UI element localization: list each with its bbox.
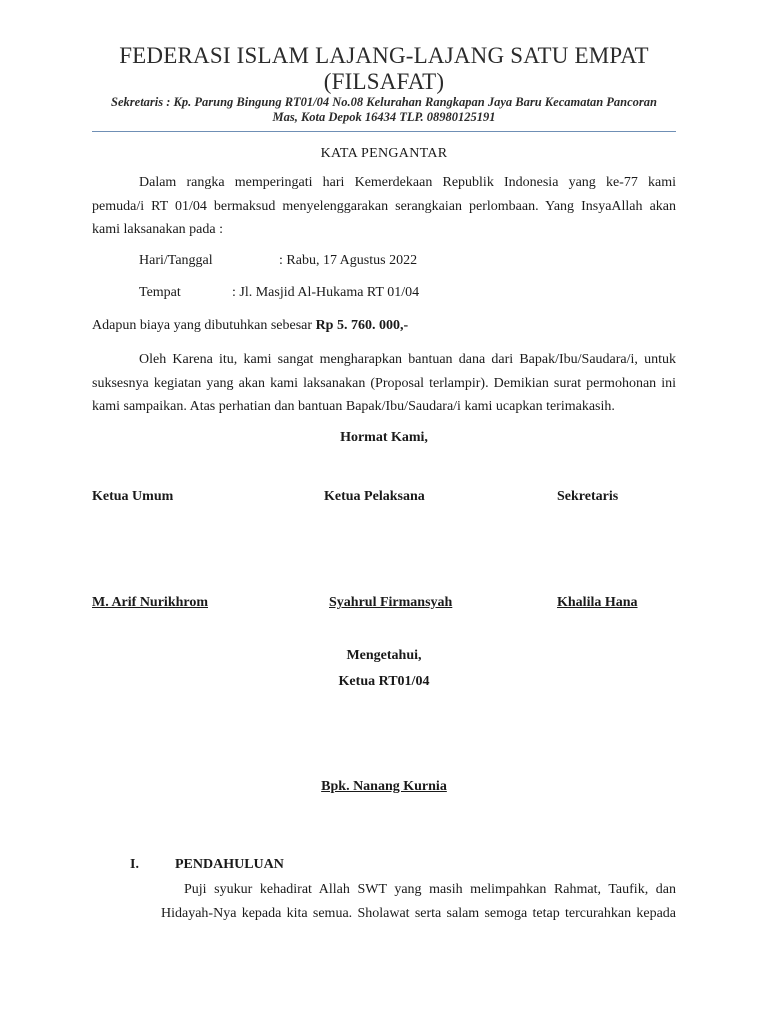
place-label: Tempat [139,285,181,300]
cost-line [92,318,408,334]
section-line: Puji syukur kehadirat Allah SWT yang masih melimpahkan Rahmat, Taufik, dan [184,882,676,897]
acknowledgement-label: Mengetahui, [346,648,422,663]
section-paragraph [161,878,676,925]
signatory-role: Sekretaris [557,489,619,504]
acknowledgement-name [92,779,676,795]
closing-line: suksesnya kegiatan yang akan kami laksanakan (Proposal terlampir). Demikian surat permohonan ini [92,375,676,391]
letterhead-title-abbrev: (FILSAFAT) [323,69,445,94]
date-label: Hari/Tanggal [139,253,213,268]
intro-paragraph [92,171,676,242]
page-heading: KATA PENGANTAR [320,146,448,161]
letterhead-address [92,95,676,125]
section-title: PENDAHULUAN [175,857,284,872]
address-line-2: Mas, Kota Depok 16434 TLP. 08980125191 [272,110,496,124]
closing-line: kami sampaikan. Atas perhatian dan bantuan Bapak/Ibu/Saudara/i kami ucapkan terimakasih. [92,399,615,414]
acknowledgement-role: Ketua RT01/04 [338,674,430,689]
closing-line: Oleh Karena itu, kami sangat mengharapkan bantuan dana dari Bapak/Ibu/Saudara/i, untuk [139,352,676,367]
letterhead-divider [92,131,676,132]
address-line-1: Sekretaris : Kp. Parung Bingung RT01/04 No.08 Kelurahan Rangkapan Jaya Baru Kecamatan Pancoran [111,95,657,109]
signatory-name: M. Arif Nurikhrom [92,595,209,610]
regards: Hormat Kami, [340,430,428,445]
signatory-role: Ketua Umum [92,489,174,504]
cost-text: Adapun biaya yang dibutuhkan sebesar [92,318,313,333]
intro-line: pemuda/i RT 01/04 bermaksud menyelenggarakan serangkaian perlombaan. Yang InsyaAllah akan [92,198,676,214]
letterhead-title: FEDERASI ISLAM LAJANG-LAJANG SATU EMPAT [119,43,649,68]
cost-amount: Rp 5. 760. 000,- [315,318,409,333]
date-value: : Rabu, 17 Agustus 2022 [279,253,418,268]
place-value: : Jl. Masjid Al-Hukama RT 01/04 [232,285,420,300]
signatory-name: Syahrul Firmansyah [329,595,453,610]
section-number: I. [130,857,139,872]
intro-line: kami laksanakan pada : [92,222,224,237]
section-line: Hidayah-Nya kepada kita semua. Sholawat serta salam semoga tetap tercurahkan kepada [161,905,676,921]
acknowledgement-name-text: Bpk. Nanang Kurnia [321,779,447,794]
signatory-name: Khalila Hana [557,595,638,610]
signatory-role: Ketua Pelaksana [324,489,425,504]
closing-paragraph [92,348,676,419]
intro-line: Dalam rangka memperingati hari Kemerdekaan Republik Indonesia yang ke-77 kami [139,175,676,190]
